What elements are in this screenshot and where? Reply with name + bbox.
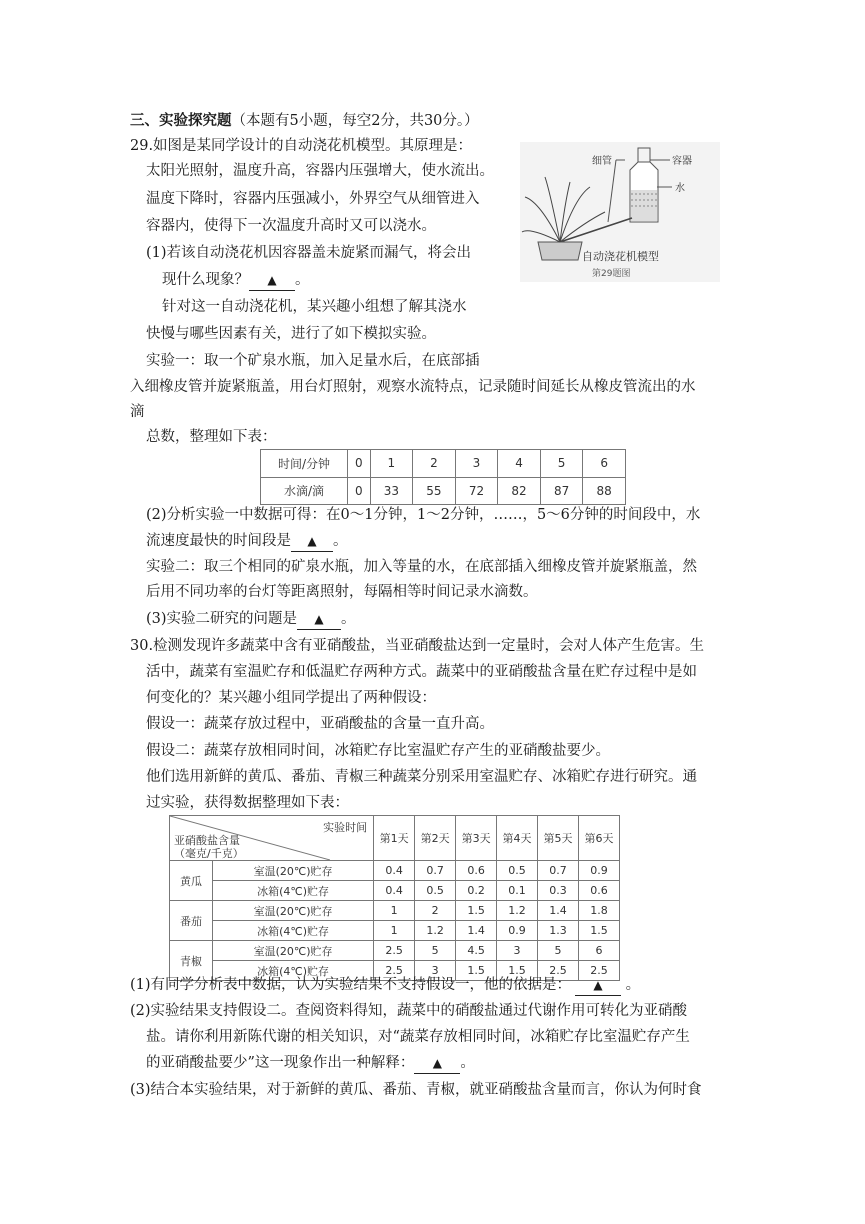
figure-number: 第29题图 <box>592 269 631 279</box>
q29-exp1-cont: 入细橡皮管并旋紧瓶盖，用台灯照射，观察水流特点，记录随时间延长从橡皮管流出的水 <box>130 379 696 395</box>
nitrite-table <box>169 815 620 981</box>
table-cell: 1 <box>370 450 413 478</box>
answer-blank[interactable]: ▲ <box>414 1053 460 1074</box>
table-row <box>261 477 626 505</box>
answer-blank[interactable]: ▲ <box>297 609 341 630</box>
q30-line: 活中，蔬菜有室温贮存和低温贮存两种方式。蔬菜中的亚硝酸盐含量在贮存过程中是如 <box>146 664 697 680</box>
q29-exp1: 实验一：取一个矿泉水瓶，加入足量水后，在底部插 <box>146 353 480 369</box>
figure-caption: 自动浇花机模型 <box>582 250 659 263</box>
table-cell: 1.4 <box>456 921 497 941</box>
section-note: （本题有5小题，每空2分，共30分。） <box>231 113 479 129</box>
table-cell: 0.3 <box>538 881 579 901</box>
table-cell: 2.5 <box>374 941 415 961</box>
watering-machine-figure <box>520 142 720 282</box>
table-cell: 33 <box>370 477 413 505</box>
table-cell: 0.6 <box>579 881 620 901</box>
table-cell: 5 <box>538 941 579 961</box>
table-cell: 1.2 <box>415 921 456 941</box>
watering-machine-diagram <box>520 142 720 282</box>
table-cell: 0.5 <box>497 861 538 881</box>
table-cell: 0.9 <box>497 921 538 941</box>
table-cell: 0.4 <box>374 881 415 901</box>
condition-cell: 室温(20℃)贮存 <box>213 901 374 921</box>
table-cell: 82 <box>498 477 541 505</box>
column-header: 第1天 <box>374 816 415 861</box>
table-cell: 1.5 <box>456 961 497 981</box>
answer-blank[interactable]: ▲ <box>575 975 621 996</box>
table-cell: 0.2 <box>456 881 497 901</box>
table-cell: 0 <box>348 477 371 505</box>
table-cell: 0.5 <box>415 881 456 901</box>
q30-line: 30.检测发现许多蔬菜中含有亚硝酸盐，当亚硝酸盐达到一定量时，会对人体产生危害。生 <box>130 638 705 654</box>
table-cell: 0.6 <box>456 861 497 881</box>
corner-bottom-label-a: 亚硝酸盐含量 <box>174 834 240 847</box>
column-header: 第4天 <box>497 816 538 861</box>
answer-blank[interactable]: ▲ <box>249 270 295 291</box>
q29-exp1-cont: 总数，整理如下表： <box>146 429 277 445</box>
label-container: 容器 <box>672 156 692 167</box>
row-header: 时间/分钟 <box>261 450 348 478</box>
table-cell: 2.5 <box>374 961 415 981</box>
q30-line: 他们选用新鲜的黄瓜、番茄、青椒三种蔬菜分别采用室温贮存、冰箱贮存进行研究。通 <box>146 769 697 785</box>
q30-part1: (1)有同学分析表中数据，认为实验结果不支持假设一，他的依据是： ▲ 。 <box>130 975 640 996</box>
corner-bottom-label-b: （毫克/千克） <box>174 847 244 860</box>
q30-part3: (3)结合本实验结果，对于新鲜的黄瓜、番茄、青椒，就亚硝酸盐含量而言，你认为何时食 <box>130 1082 702 1098</box>
column-header: 第2天 <box>415 816 456 861</box>
q29-part1-text: 现什么现象？ <box>162 272 249 288</box>
q29-exp2: 实验二：取三个相同的矿泉水瓶，加入等量的水，在底部插入细橡皮管并旋紧瓶盖，然 <box>146 559 697 575</box>
q29-part2-cont: 流速度最快的时间段是 ▲ 。 <box>146 531 348 552</box>
vegetable-cell: 黄瓜 <box>170 861 213 901</box>
table-row <box>261 450 626 478</box>
table-cell: 0.7 <box>538 861 579 881</box>
table-row <box>170 901 620 921</box>
table-row <box>170 921 620 941</box>
corner-top-label: 实验时间 <box>323 821 368 834</box>
q30-part2-cont: 的亚硝酸盐要少”这一现象作出一种解释： ▲ 。 <box>146 1053 475 1074</box>
table-cell: 4 <box>498 450 541 478</box>
q29-exp2-cont: 后用不同功率的台灯等距离照射，每隔相等时间记录水滴数。 <box>146 584 538 600</box>
q30-part1-text: (1)有同学分析表中数据，认为实验结果不支持假设一，他的依据是： <box>130 977 572 993</box>
table-cell: 0.9 <box>579 861 620 881</box>
table-corner <box>170 816 374 861</box>
table-cell: 5 <box>540 450 583 478</box>
condition-cell: 室温(20℃)贮存 <box>213 941 374 961</box>
table-cell: 0.1 <box>497 881 538 901</box>
table-cell: 1.5 <box>497 961 538 981</box>
table-cell: 88 <box>583 477 626 505</box>
table-cell: 2.5 <box>579 961 620 981</box>
table-cell: 3 <box>497 941 538 961</box>
table-cell: 1.5 <box>579 921 620 941</box>
table-cell: 1.2 <box>497 901 538 921</box>
table-cell: 6 <box>583 450 626 478</box>
water-drop-table <box>260 449 626 505</box>
table-cell: 2 <box>415 901 456 921</box>
table-row <box>170 861 620 881</box>
table-cell: 0.7 <box>415 861 456 881</box>
q29-line: 快慢与哪些因素有关，进行了如下模拟实验。 <box>146 326 436 342</box>
label-water: 水 <box>675 183 685 194</box>
q29-line: 温度下降时，容器内压强减小，外界空气从细管进入 <box>146 191 480 207</box>
table-cell: 72 <box>455 477 498 505</box>
vegetable-cell: 青椒 <box>170 941 213 981</box>
condition-cell: 冰箱(4℃)贮存 <box>213 921 374 941</box>
q29-line: 针对这一自动浇花机，某兴趣小组想了解其浇水 <box>162 299 467 315</box>
table-cell: 1.5 <box>456 901 497 921</box>
q29-part2: (2)分析实验一中数据可得：在0～1分钟，1～2分钟，……，5～6分钟的时间段中，水 <box>146 507 701 523</box>
table-cell: 1.8 <box>579 901 620 921</box>
q29-line: 容器内，使得下一次温度升高时又可以浇水。 <box>146 218 436 234</box>
table-cell: 55 <box>413 477 456 505</box>
table-cell: 87 <box>540 477 583 505</box>
section-header <box>130 111 479 131</box>
column-header: 第3天 <box>456 816 497 861</box>
table-row <box>170 881 620 901</box>
q29-part3: (3)实验二研究的问题是 ▲ 。 <box>146 609 356 630</box>
q30-part2-text: 的亚硝酸盐要少”这一现象作出一种解释： <box>146 1055 415 1071</box>
table-cell: 2.5 <box>538 961 579 981</box>
table-header-row <box>170 816 620 861</box>
table-cell: 3 <box>415 961 456 981</box>
q30-hypothesis-1: 假设一：蔬菜存放过程中，亚硝酸盐的含量一直升高。 <box>146 716 494 732</box>
condition-cell: 冰箱(4℃)贮存 <box>213 961 374 981</box>
q30-part2: (2)实验结果支持假设二。查阅资料得知，蔬菜中的硝酸盐通过代谢作用可转化为亚硝酸 <box>130 1003 688 1019</box>
column-header: 第5天 <box>538 816 579 861</box>
table-cell: 2 <box>413 450 456 478</box>
vegetable-cell: 番茄 <box>170 901 213 941</box>
table-cell: 4.5 <box>456 941 497 961</box>
table-cell: 0 <box>348 450 371 478</box>
q29-line: 太阳光照射，温度升高，容器内压强增大，使水流出。 <box>146 163 494 179</box>
q29-part1-cont: 现什么现象？ ▲ 。 <box>162 270 310 291</box>
condition-cell: 冰箱(4℃)贮存 <box>213 881 374 901</box>
row-header: 水滴/滴 <box>261 477 348 505</box>
table-cell: 3 <box>455 450 498 478</box>
condition-cell: 室温(20℃)贮存 <box>213 861 374 881</box>
q29-part2-text: 流速度最快的时间段是 <box>146 533 291 549</box>
q29-part3-text: (3)实验二研究的问题是 <box>146 611 298 627</box>
table-cell: 1 <box>374 901 415 921</box>
table-cell: 5 <box>415 941 456 961</box>
q29-exp1-cont: 滴 <box>130 404 145 420</box>
label-tube: 细管 <box>592 156 612 167</box>
table-cell: 6 <box>579 941 620 961</box>
table-cell: 1.3 <box>538 921 579 941</box>
q30-line: 何变化的？某兴趣小组同学提出了两种假设： <box>146 690 436 706</box>
section-title: 三、实验探究题 <box>130 112 232 129</box>
column-header: 第6天 <box>579 816 620 861</box>
table-cell: 1 <box>374 921 415 941</box>
table-cell: 0.4 <box>374 861 415 881</box>
table-row <box>170 941 620 961</box>
q30-line: 过实验，获得数据整理如下表： <box>146 795 349 811</box>
q30-hypothesis-2: 假设二：蔬菜存放相同时间，冰箱贮存比室温贮存产生的亚硝酸盐要少。 <box>146 743 610 759</box>
q29-part1: (1)若该自动浇花机因容器盖未旋紧而漏气，将会出 <box>146 245 472 261</box>
answer-blank[interactable]: ▲ <box>291 531 333 552</box>
q30-part2-cont: 盐。请你利用新陈代谢的相关知识，对“蔬菜存放相同时间，冰箱贮存比室温贮存产生 <box>146 1029 690 1045</box>
table-cell: 1.4 <box>538 901 579 921</box>
q29-intro: 29.如图是某同学设计的自动浇花机模型。其原理是： <box>130 138 473 154</box>
